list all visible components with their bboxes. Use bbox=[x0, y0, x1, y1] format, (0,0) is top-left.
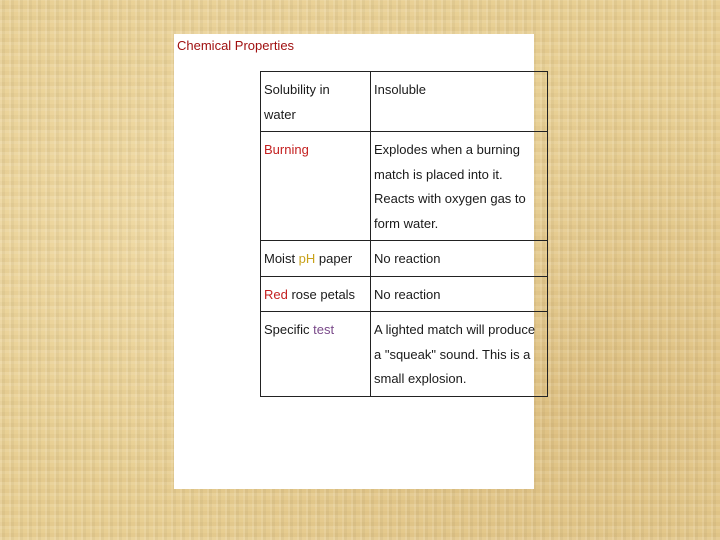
value-moist-ph-paper: No reaction bbox=[371, 241, 548, 277]
value-burning: Explodes when a burning match is placed into it. Reacts with oxygen gas to form water. bbox=[371, 132, 548, 241]
property-red-rose-petals bbox=[261, 276, 371, 312]
property-test-label: test bbox=[313, 322, 335, 337]
property-moist-ph-paper bbox=[261, 241, 371, 277]
property-solubility: Solubility in water bbox=[261, 72, 371, 132]
property-rose-petals-label: rose petals bbox=[287, 286, 356, 302]
value-red-rose-petals: No reaction bbox=[371, 276, 548, 312]
table-row bbox=[261, 312, 548, 397]
property-ph-label: pH bbox=[298, 251, 316, 266]
table-row bbox=[261, 132, 548, 241]
table-row bbox=[261, 241, 548, 277]
table-row bbox=[261, 276, 548, 312]
property-burning-label: Burning bbox=[264, 142, 309, 157]
property-paper-label: paper bbox=[315, 251, 353, 266]
panel-title: Chemical Properties bbox=[177, 38, 295, 53]
table-row bbox=[261, 72, 548, 132]
properties-table bbox=[260, 71, 548, 397]
property-specific-label: Specific bbox=[264, 322, 314, 337]
property-specific-test bbox=[261, 312, 371, 397]
property-moist-label: Moist bbox=[264, 251, 299, 266]
property-red-label: Red bbox=[264, 286, 288, 302]
value-solubility: Insoluble bbox=[371, 72, 548, 132]
property-burning bbox=[261, 132, 371, 241]
chemical-properties-panel bbox=[174, 34, 534, 489]
value-specific-test: A lighted match will produce a "squeak" sound. This is a small explosion. bbox=[371, 312, 548, 397]
